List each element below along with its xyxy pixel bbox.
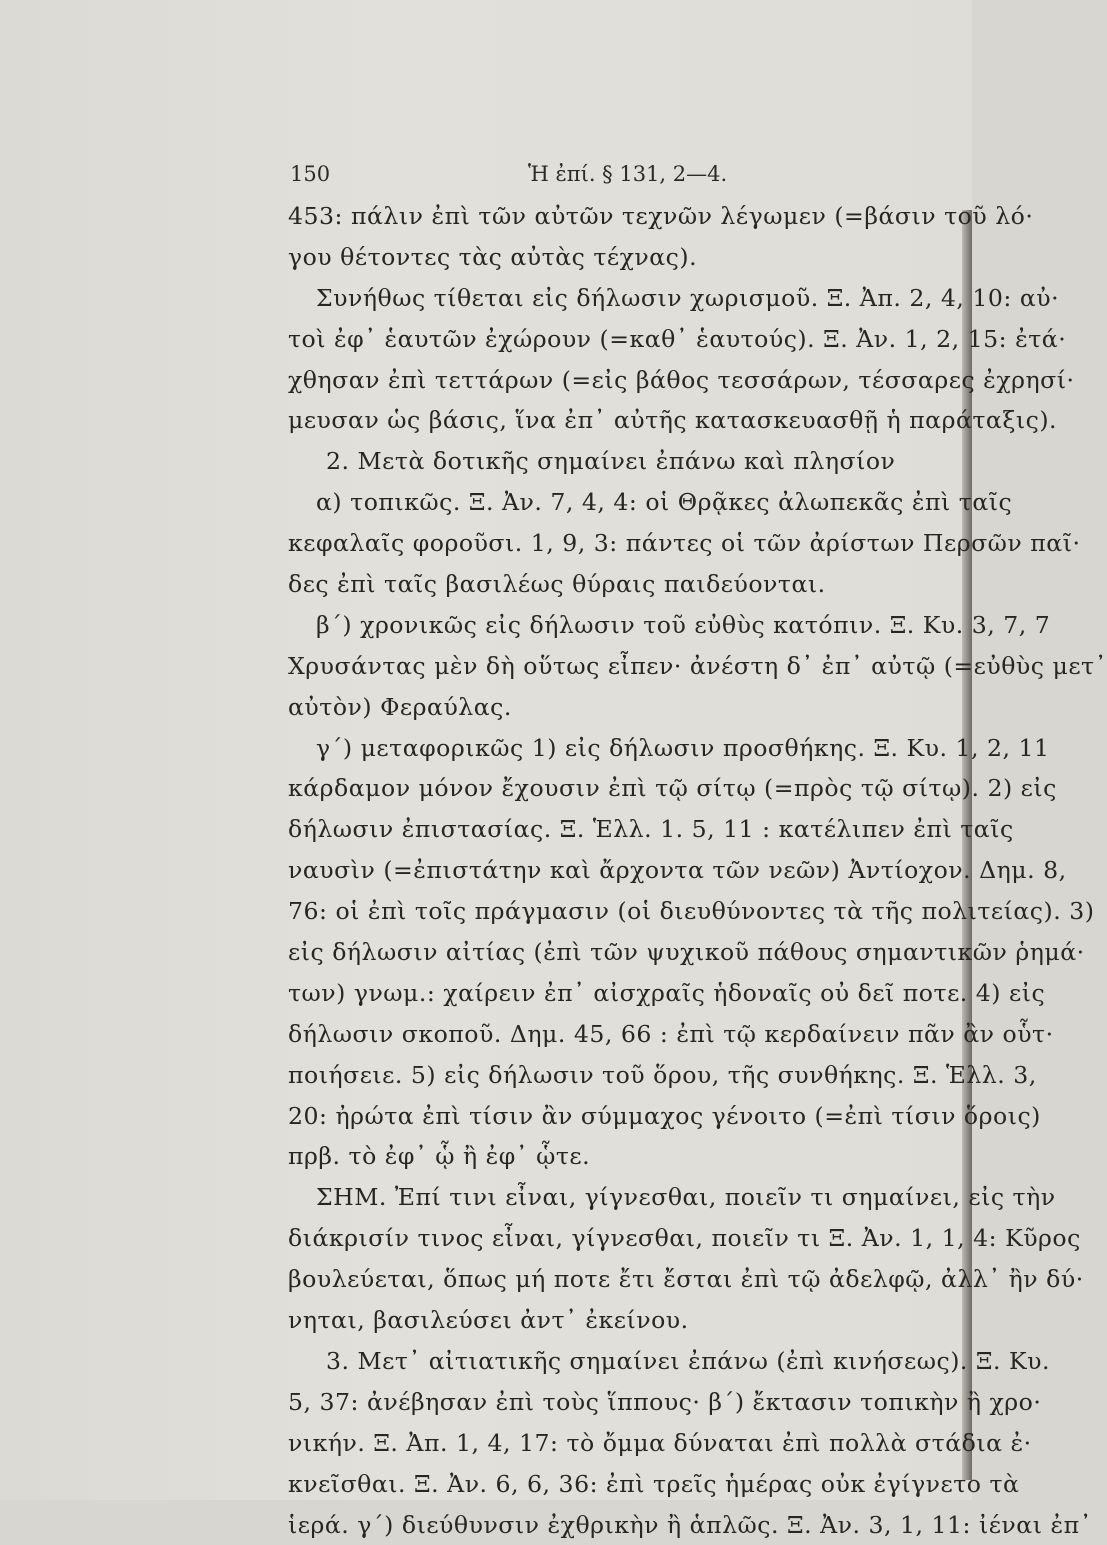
text-line: νηται, βασιλεύσει ἀντ᾽ ἐκείνου. xyxy=(288,1300,972,1341)
text-line: δήλωσιν σκοποῦ. Δημ. 45, 66 : ἐπὶ τῷ κερδαίνειν πᾶν ἂν οὗτ· xyxy=(288,1014,972,1055)
text-line: Χρυσάντας μὲν δὴ οὕτως εἶπεν· ἀνέστη δ᾽ ἐπ᾽ αὐτῷ (=εὐθὺς μετ᾽ xyxy=(288,646,972,687)
text-line: κεφαλαῖς φοροῦσι. 1, 9, 3: πάντες οἱ τῶν ἀρίστων Περσῶν παῖ· xyxy=(288,523,972,564)
text-line: ΣΗΜ. Ἐπί τινι εἶναι, γίγνεσθαι, ποιεῖν τι σημαίνει, εἰς τὴν xyxy=(288,1177,972,1218)
text-line: γου θέτοντες τὰς αὐτὰς τέχνας). xyxy=(288,237,972,278)
text-line: διάκρισίν τινος εἶναι, γίγνεσθαι, ποιεῖν τι Ξ. Ἀν. 1, 1, 4: Κῦρος xyxy=(288,1218,972,1259)
text-line: κνεῖσθαι. Ξ. Ἀν. 6, 6, 36: ἐπὶ τρεῖς ἡμέρας οὐκ ἐγίγνετο τὰ xyxy=(288,1464,972,1505)
text-line: α) τοπικῶς. Ξ. Ἀν. 7, 4, 4: οἱ Θρᾷκες ἀλωπεκᾶς ἐπὶ ταῖς xyxy=(288,482,972,523)
text-line: βουλεύεται, ὅπως μή ποτε ἔτι ἔσται ἐπὶ τῷ ἀδελφῷ, ἀλλ᾽ ἢν δύ· xyxy=(288,1259,972,1300)
text-line: β΄) χρονικῶς εἰς δήλωσιν τοῦ εὐθὺς κατόπιν. Ξ. Κυ. 3, 7, 7 xyxy=(288,605,972,646)
text-line: δες ἐπὶ ταῖς βασιλέως θύραις παιδεύονται. xyxy=(288,564,972,605)
page-header xyxy=(290,162,760,192)
text-line: πρβ. τὸ ἐφ᾽ ᾧ ἢ ἐφ᾽ ᾧτε. xyxy=(288,1136,972,1177)
text-line: των) γνωμ.: χαίρειν ἐπ᾽ αἰσχραῖς ἡδοναῖς οὐ δεῖ ποτε. 4) εἰς xyxy=(288,973,972,1014)
running-title: Ἡ ἐπί. § 131, 2—4. xyxy=(528,162,727,186)
text-line: εἰς δήλωσιν αἰτίας (ἐπὶ τῶν ψυχικοῦ πάθους σημαντικῶν ῥημά· xyxy=(288,932,972,973)
text-line: χθησαν ἐπὶ τεττάρων (=εἰς βάθος τεσσάρων, τέσσαρες ἐχρησί· xyxy=(288,360,972,401)
text-line: αὐτὸν) Φεραύλας. xyxy=(288,687,972,728)
text-line: ἱερά. γ΄) διεύθυνσιν ἐχθρικὴν ἢ ἁπλῶς. Ξ. Ἀν. 3, 1, 11: ἰέναι ἐπ᾽ xyxy=(288,1505,972,1545)
text-line: 2. Μετὰ δοτικῆς σημαίνει ἐπάνω καὶ πλησίον xyxy=(288,441,972,482)
text-line: δήλωσιν ἐπιστασίας. Ξ. Ἑλλ. 1. 5, 11 : κατέλιπεν ἐπὶ ταῖς xyxy=(288,809,972,850)
text-line: 76: οἱ ἐπὶ τοῖς πράγμασιν (οἱ διευθύνοντες τὰ τῆς πολιτείας). 3) xyxy=(288,891,972,932)
text-line: ποιήσειε. 5) εἰς δήλωσιν τοῦ ὅρου, τῆς συνθήκης. Ξ. Ἑλλ. 3, xyxy=(288,1055,972,1096)
text-line: κάρδαμον μόνον ἔχουσιν ἐπὶ τῷ σίτῳ (=πρὸς τῷ σίτῳ). 2) εἰς xyxy=(288,768,972,809)
text-line: τοὶ ἐφ᾽ ἑαυτῶν ἐχώρουν (=καθ᾽ ἑαυτούς). Ξ. Ἀν. 1, 2, 15: ἐτά· xyxy=(288,319,972,360)
text-line: νικήν. Ξ. Ἀπ. 1, 4, 17: τὸ ὄμμα δύναται ἐπὶ πολλὰ στάδια ἐ· xyxy=(288,1423,972,1464)
text-line: Συνήθως τίθεται εἰς δήλωσιν χωρισμοῦ. Ξ. Ἀπ. 2, 4, 10: αὐ· xyxy=(288,278,972,319)
text-line: 20: ἠρώτα ἐπὶ τίσιν ἂν σύμμαχος γένοιτο (=ἐπὶ τίσιν ὅροις) xyxy=(288,1096,972,1137)
text-line: γ΄) μεταφορικῶς 1) εἰς δήλωσιν προσθήκης. Ξ. Κυ. 1, 2, 11 xyxy=(288,728,972,769)
text-line: 453: πάλιν ἐπὶ τῶν αὐτῶν τεχνῶν λέγωμεν (=βάσιν τοῦ λό· xyxy=(288,196,972,237)
body-text xyxy=(288,196,972,1466)
text-line: 3. Μετ᾽ αἰτιατικῆς σημαίνει ἐπάνω (ἐπὶ κινήσεως). Ξ. Κυ. xyxy=(288,1341,972,1382)
page-number: 150 xyxy=(290,162,330,186)
text-line: μευσαν ὡς βάσις, ἵνα ἐπ᾽ αὐτῆς κατασκευασθῇ ἡ παράταξις). xyxy=(288,400,972,441)
text-line: 5, 37: ἀνέβησαν ἐπὶ τοὺς ἵππους· β΄) ἔκτασιν τοπικὴν ἢ χρο· xyxy=(288,1382,972,1423)
text-line: ναυσὶν (=ἐπιστάτην καὶ ἄρχοντα τῶν νεῶν) Ἀντίοχον. Δημ. 8, xyxy=(288,850,972,891)
